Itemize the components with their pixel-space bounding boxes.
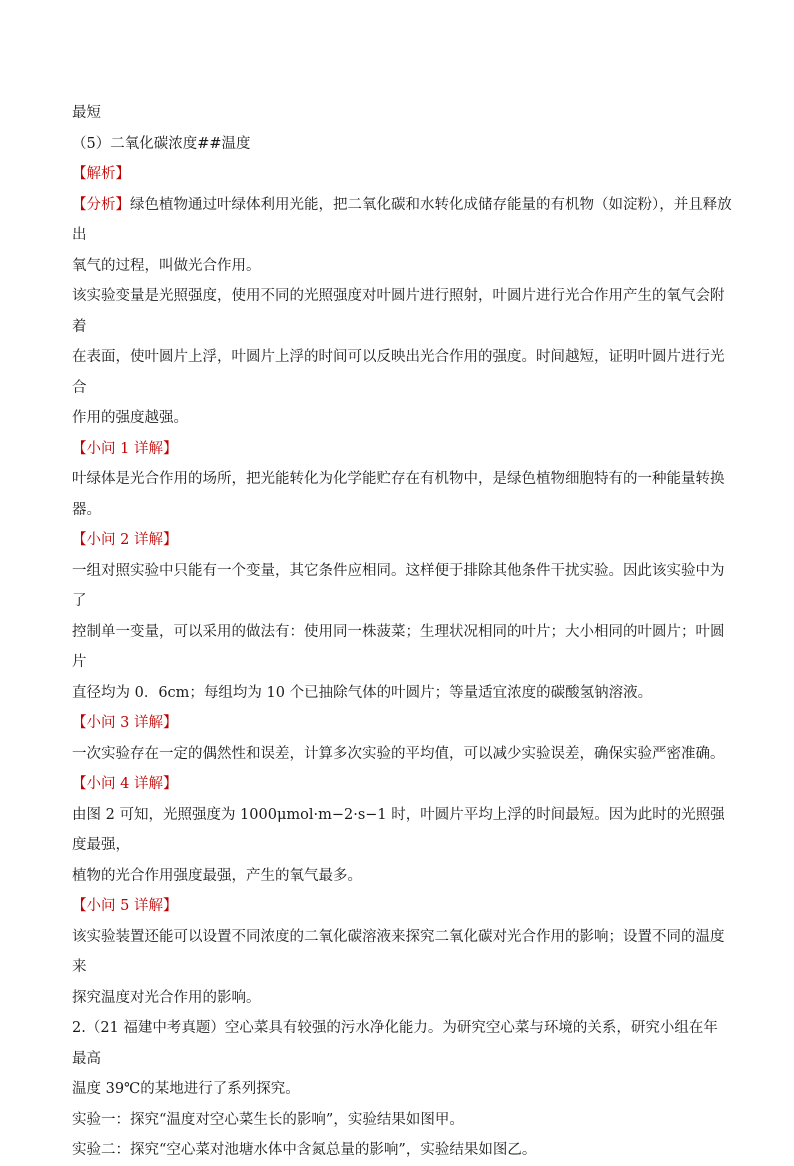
section-heading-q2: 【小问 2 详解】 [72, 532, 178, 548]
document-body [72, 98, 732, 1166]
body-line: 氧气的过程，叫做光合作用。 [72, 257, 261, 274]
body-line: 控制单一变量，可以采用的做法有：使用同一株菠菜；生理状况相同的叶片；大小相同的叶圆片；叶圆片 [72, 623, 725, 670]
body-text: 绿色植物通过叶绿体利用光能，把二氧化碳和水转化成储存能量的有机物（如淀粉），并且释放出 [72, 196, 732, 243]
body-line: 作用的强度越强。 [72, 410, 188, 426]
answer-line: 最短 [72, 105, 101, 121]
body-line: 直径均为 0．6cm；每组均为 10 个已抽除气体的叶圆片；等量适宜浓度的碳酸氢钠溶液。 [72, 684, 653, 701]
body-line: 植物的光合作用强度最强，产生的氧气最多。 [72, 867, 362, 884]
body-line: 由图 2 可知，光照强度为 1000μmol·m−2·s−1 时，叶圆片平均上浮的时间最短。因为此时的光照强度最强， [72, 806, 725, 853]
body-line: 探究温度对光合作用的影响。 [72, 989, 261, 1006]
body-line: 该实验变量是光照强度，使用不同的光照强度对叶圆片进行照射，叶圆片进行光合作用产生的氧气会附着 [72, 288, 725, 335]
section-heading-analysis: 【解析】 [72, 166, 130, 182]
body-line: 一组对照实验中只能有一个变量，其它条件应相同。这样便于排除其他条件干扰实验。因此该实验中为了 [72, 562, 725, 609]
section-heading-q1: 【小问 1 详解】 [72, 440, 178, 457]
section-heading-q4: 【小问 4 详解】 [72, 776, 178, 792]
section-heading-q3: 【小问 3 详解】 [72, 715, 178, 731]
question-line: 温度 39℃的某地进行了系列探究。 [72, 1081, 300, 1097]
question-line: 实验一：探究“温度对空心菜生长的影响”，实验结果如图甲。 [72, 1111, 464, 1128]
body-line: 叶绿体是光合作用的场所，把光能转化为化学能贮存在有机物中，是绿色植物细胞特有的一种能量转换器。 [72, 471, 725, 518]
question-line: 2.（21 福建中考真题）空心菜具有较强的污水净化能力。为研究空心菜与环境的关系，研究小组在年最高 [72, 1020, 718, 1067]
body-line [72, 190, 732, 251]
body-line: 该实验装置还能可以设置不同浓度的二氧化碳溶液来探究二氧化碳对光合作用的影响；设置不同的温度来 [72, 928, 725, 975]
section-tag-fenxi: 【分析】 [72, 196, 130, 213]
body-line: 一次实验存在一定的偶然性和误差，计算多次实验的平均值，可以减少实验误差，确保实验严密准确。 [72, 745, 725, 762]
section-heading-q5: 【小问 5 详解】 [72, 898, 178, 914]
answer-line: （5）二氧化碳浓度##温度 [72, 135, 251, 152]
body-line: 在表面，使叶圆片上浮，叶圆片上浮的时间可以反映出光合作用的强度。时间越短，证明叶圆片进行光合 [72, 349, 725, 396]
question-line: 实验二：探究“空心菜对池塘水体中含氮总量的影响”，实验结果如图乙。 [72, 1142, 537, 1158]
